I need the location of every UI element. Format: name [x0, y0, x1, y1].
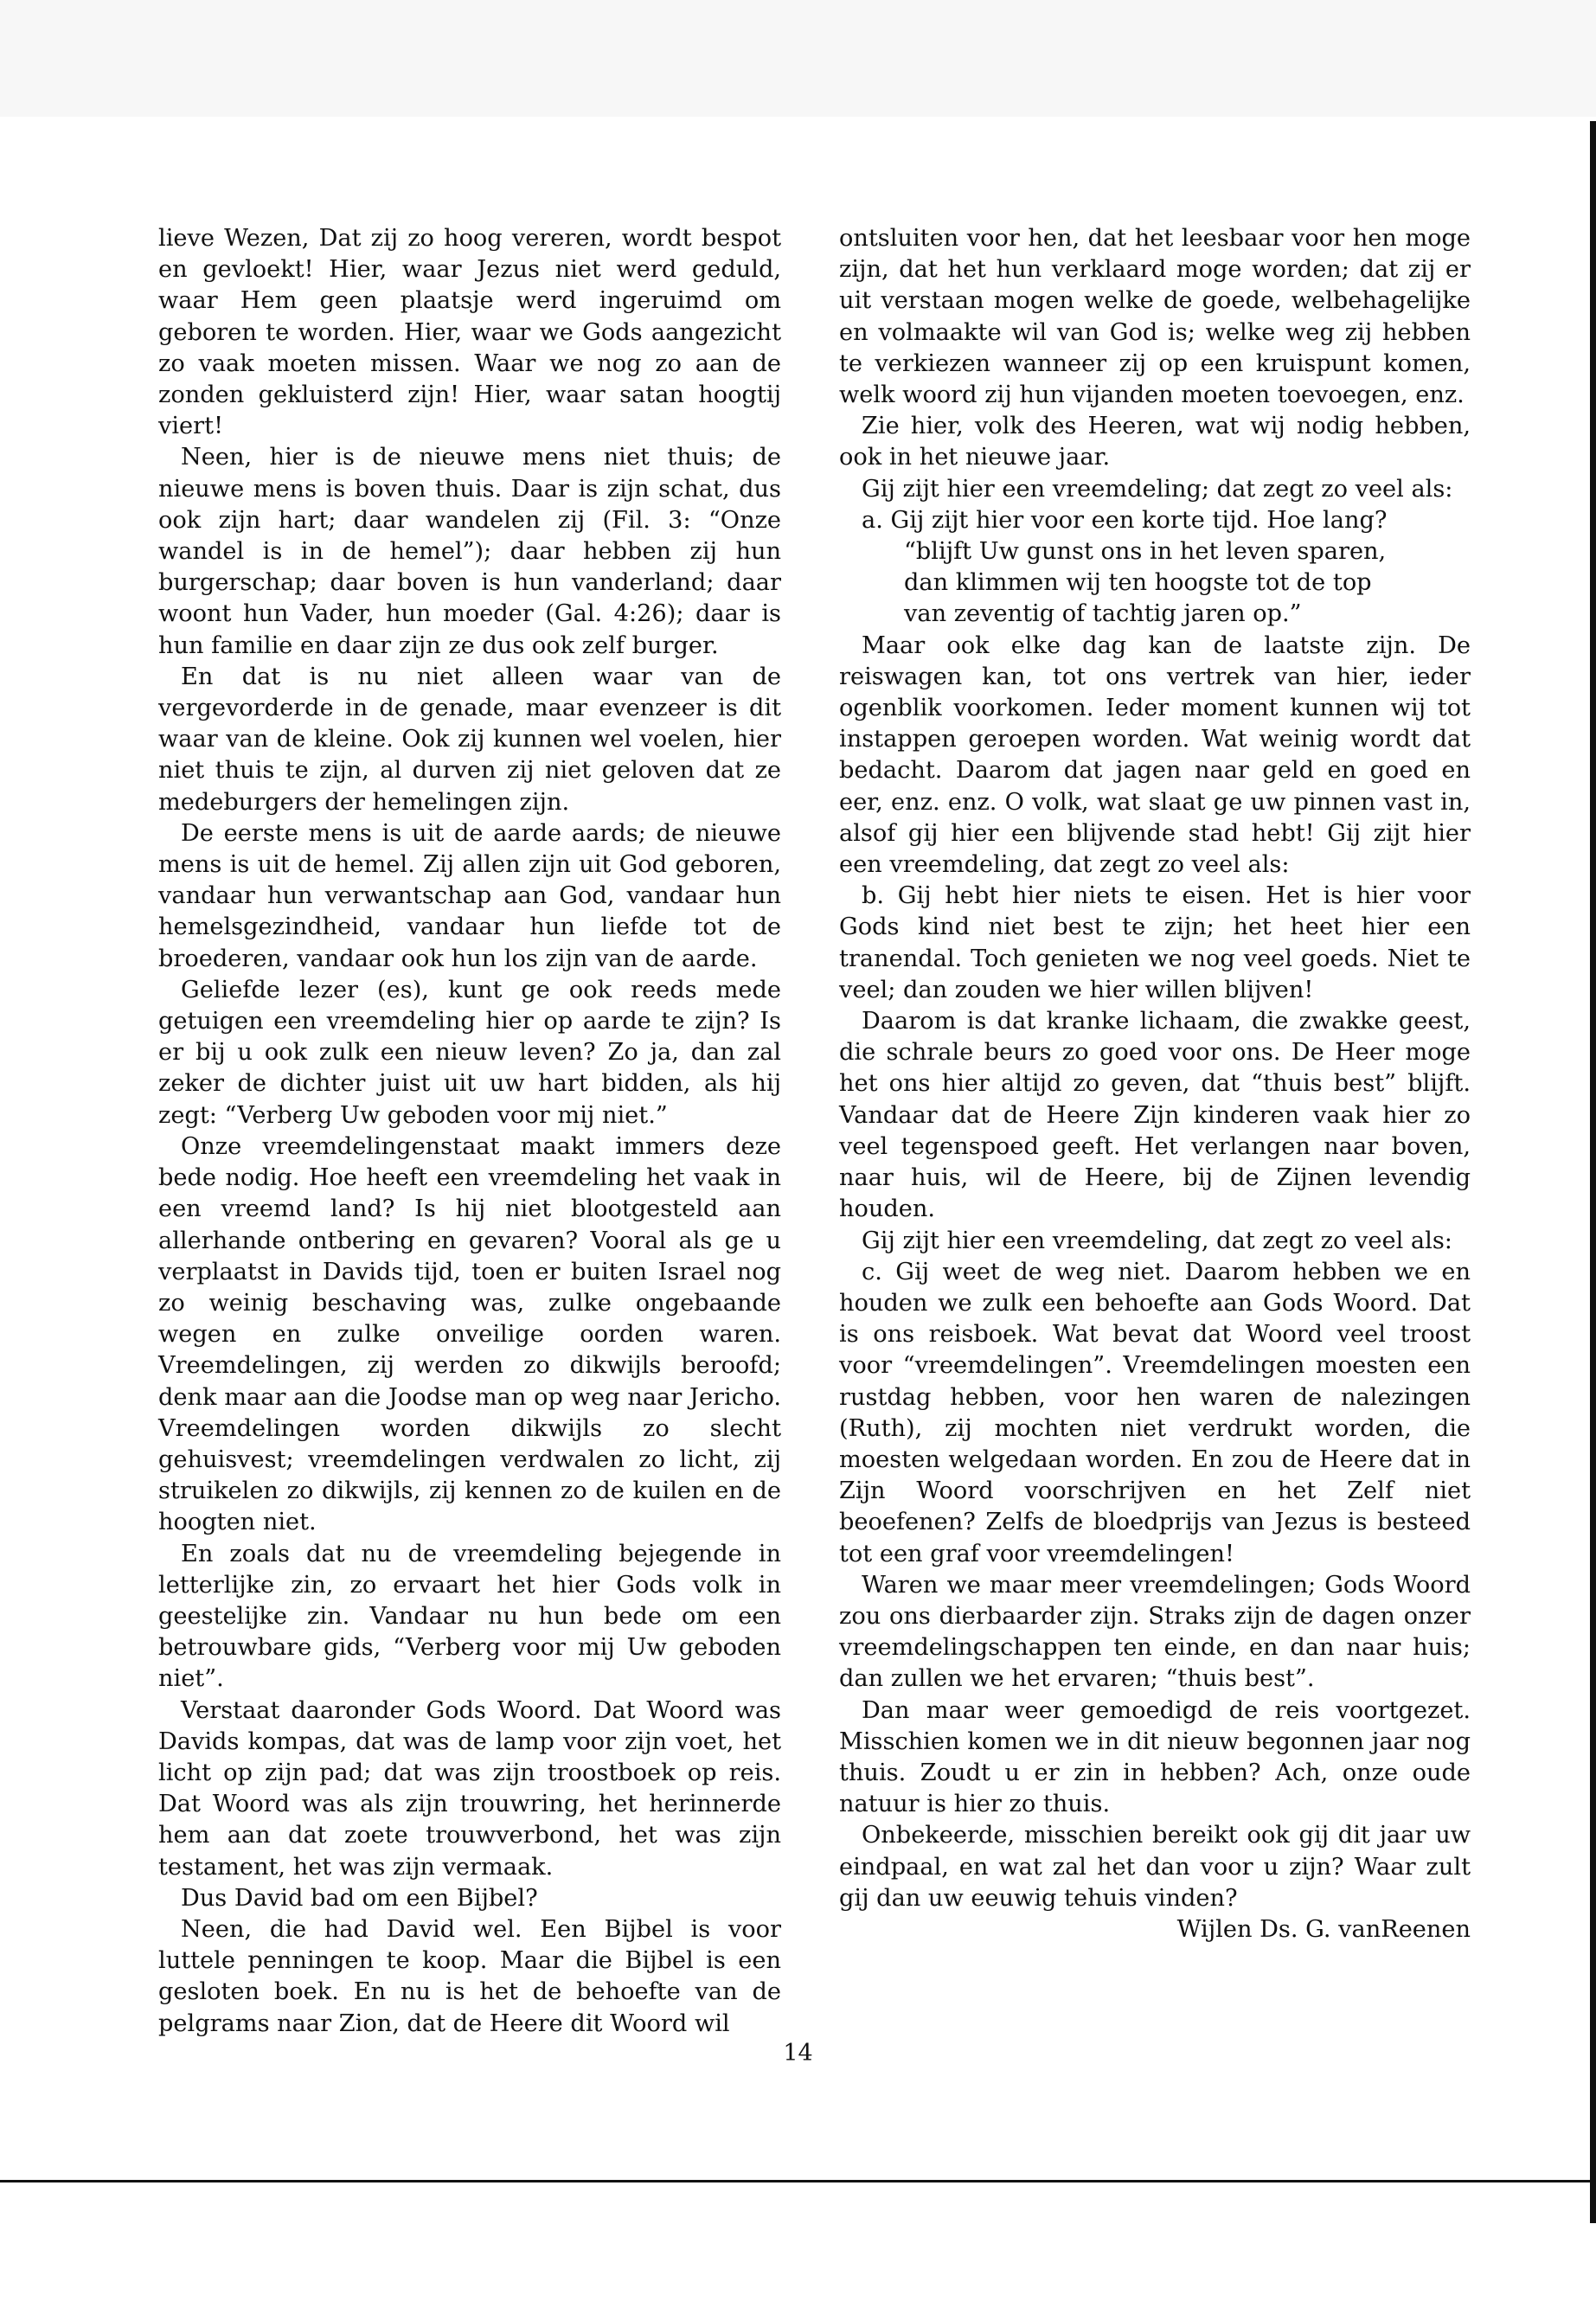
page-number: 14: [783, 2040, 813, 2067]
paragraph: Dan maar weer gemoedigd de reis voortgezet. Misschien komen we in dit nieuw begonnen jaar nog thuis. Zoudt u er zin in hebben? Ach, onze oude natuur is hier zo thuis.: [839, 1696, 1471, 1818]
scan-margin-top: [0, 0, 1596, 117]
right-column: [839, 223, 1471, 1945]
scan-edge-right: [1590, 121, 1596, 2223]
paragraph: Daarom is dat kranke lichaam, die zwakke geest, die schrale beurs zo goed voor ons. De Heer moge het ons hier altijd zo geven, dat “thuis best” blijft. Vandaar dat de Heere Zijn kinderen vaak hier zo veel tegenspoed geeft. Het verlangen naar boven, naar huis, wil de Heere, bij de Zijnen levendig houden.: [839, 1008, 1471, 1223]
paragraph: Dus David bad om een Bijbel?: [181, 1884, 538, 1912]
left-column: [158, 223, 781, 2040]
paragraph: lieve Wezen, Dat zij zo hoog vereren, wordt bespot en gevloekt! Hier, waar Jezus niet werd geduld, waar Hem geen plaatsje werd ingeruimd om geboren te worden. Hier, waar we Gods aangezicht zo vaak moeten missen. Waar we nog zo aan de zonden gekluisterd zijn! Hier, waar satan hoogtij viert!: [158, 225, 781, 440]
list-item-b: b. Gij hebt hier niets te eisen. Het is hier voor Gods kind niet best te zijn; het heet hier een tranendal. Toch genieten we nog veel goeds. Niet te veel; dan zouden we hier willen blijven!: [839, 882, 1471, 1003]
paragraph: Gij zijt hier een vreemdeling; dat zegt zo veel als:: [862, 475, 1453, 503]
scan-edge-bottom: [0, 2180, 1596, 2182]
quote-line: van zeventig of tachtig jaren op.”: [904, 600, 1302, 628]
paragraph: De eerste mens is uit de aarde aards; de nieuwe mens is uit de hemel. Zij allen zijn uit God geboren, vandaar hun verwantschap aan God, vandaar hun hemelsgezindheid, vandaar hun liefde tot de broederen, vandaar ook hun los zijn van de aarde.: [158, 819, 781, 972]
paragraph: Onbekeerde, misschien bereikt ook gij dit jaar uw eindpaal, en wat zal het dan voor u zijn? Waar zult gij dan uw eeuwig tehuis vinden?: [839, 1822, 1471, 1912]
quote-line: “blijft Uw gunst ons in het leven sparen,: [904, 538, 1387, 566]
paragraph: Gij zijt hier een vreemdeling, dat zegt zo veel als:: [862, 1227, 1452, 1254]
paragraph: Onze vreemdelingenstaat maakt immers deze bede nodig. Hoe heeft een vreemdeling het vaak in een vreemd land? Is hij niet blootgesteld aan allerhande ontbering en gevaren? Vooral als ge u verplaatst in Davids tijd, toen er buiten Israel nog zo weinig beschaving was, zulke ongebaande wegen en zulke onveilige oorden waren. Vreemdelingen, zij werden zo dikwijls beroofd; denk maar aan die Joodse man op weg naar Jericho. Vreemdelingen worden dikwijls zo slecht gehuisvest; vreemdelingen verdwalen zo licht, zij struikelen zo dikwijls, zij kennen zo de kuilen en de hoogten niet.: [158, 1132, 781, 1536]
paragraph: Neen, die had David wel. Een Bijbel is voor luttele penningen te koop. Maar die Bijbel is een gesloten boek. En nu is het de behoefte van de pelgrams naar Zion, dat de Heere dit Woord wil: [158, 1915, 781, 2037]
list-item-a: a. Gij zijt hier voor een korte tijd. Hoe lang?: [862, 506, 1388, 534]
paragraph: Geliefde lezer (es), kunt ge ook reeds mede getuigen een vreemdeling hier op aarde te zijn? Is er bij u ook zulk een nieuw leven? Zo ja, dan zal zeker de dichter juist uit uw hart bidden, als hij zegt: “Verberg Uw geboden voor mij niet.”: [158, 976, 781, 1129]
paragraph: Waren we maar meer vreemdelingen; Gods Woord zou ons dierbaarder zijn. Straks zijn de dagen onzer vreemdelingschappen ten einde, en dan naar huis; dan zullen we het ervaren; “thuis best”.: [839, 1571, 1471, 1693]
paragraph: Neen, hier is de nieuwe mens niet thuis; de nieuwe mens is boven thuis. Daar is zijn schat, dus ook zijn hart; daar wandelen zij (Fil. 3: “Onze wandel is in de hemel”); daar hebben zij hun burgerschap; daar boven is hun vanderland; daar woont hun Vader, hun moeder (Gal. 4:26); daar is hun familie en daar zijn ze dus ook zelf burger.: [158, 444, 781, 659]
quote-line: dan klimmen wij ten hoogste tot de top: [904, 569, 1372, 597]
paragraph: Verstaat daaronder Gods Woord. Dat Woord was Davids kompas, dat was de lamp voor zijn voet, het licht op zijn pad; dat was zijn troostboek op reis. Dat Woord was als zijn trouwring, het herinnerde hem aan dat zoete trouwverbond, het was zijn testament, het was zijn vermaak.: [158, 1696, 781, 1881]
list-item-c: c. Gij weet de weg niet. Daarom hebben we en houden we zulk een behoefte aan Gods Woord. Dat is ons reisboek. Wat bevat dat Woord veel troost voor “vreemdelingen”. Vreemdelingen moesten een rustdag hebben, voor hen waren de nalezingen (Ruth), zij mochten niet verdrukt worden, die moesten welgedaan worden. En zou de Heere dat in Zijn Woord voorschrijven en het Zelf niet beoefenen? Zelfs de bloedprijs van Jezus is besteed tot een graf voor vreemdelingen!: [839, 1258, 1471, 1567]
paragraph: Maar ook elke dag kan de laatste zijn. De reiswagen kan, tot ons vertrek van hier, ieder ogenblik voorkomen. Ieder moment kunnen wij tot instappen geroepen worden. Wat weinig wordt dat bedacht. Daarom dat jagen naar geld en goed en eer, enz. enz. O volk, wat slaat ge uw pinnen vast in, alsof gij hier een blijvende stad hebt! Gij zijt hier een vreemdeling, dat zegt zo veel als:: [839, 631, 1471, 879]
paragraph: ontsluiten voor hen, dat het leesbaar voor hen moge zijn, dat het hun verklaard moge worden; dat zij er uit verstaan mogen welke de goede, welbehagelijke en volmaakte wil van God is; welke weg zij hebben te verkiezen wanneer zij op een kruispunt komen, welk woord zij hun vijanden moeten toevoegen, enz.: [839, 225, 1471, 409]
paragraph: En dat is nu niet alleen waar van de vergevorderde in de genade, maar evenzeer is dit waar van de kleine. Ook zij kunnen wel voelen, hier niet thuis te zijn, al durven zij niet geloven dat ze medeburgers der hemelingen zijn.: [158, 663, 781, 816]
author-signature: Wijlen Ds. G. vanReenen: [1176, 1915, 1471, 1943]
paragraph: En zoals dat nu de vreemdeling bejegende in letterlijke zin, zo ervaart het hier Gods volk in geestelijke zin. Vandaar nu hun bede om een betrouwbare gids, “Verberg voor mij Uw geboden niet”.: [158, 1540, 781, 1693]
paragraph: Zie hier, volk des Heeren, wat wij nodig hebben, ook in het nieuwe jaar.: [839, 413, 1471, 471]
